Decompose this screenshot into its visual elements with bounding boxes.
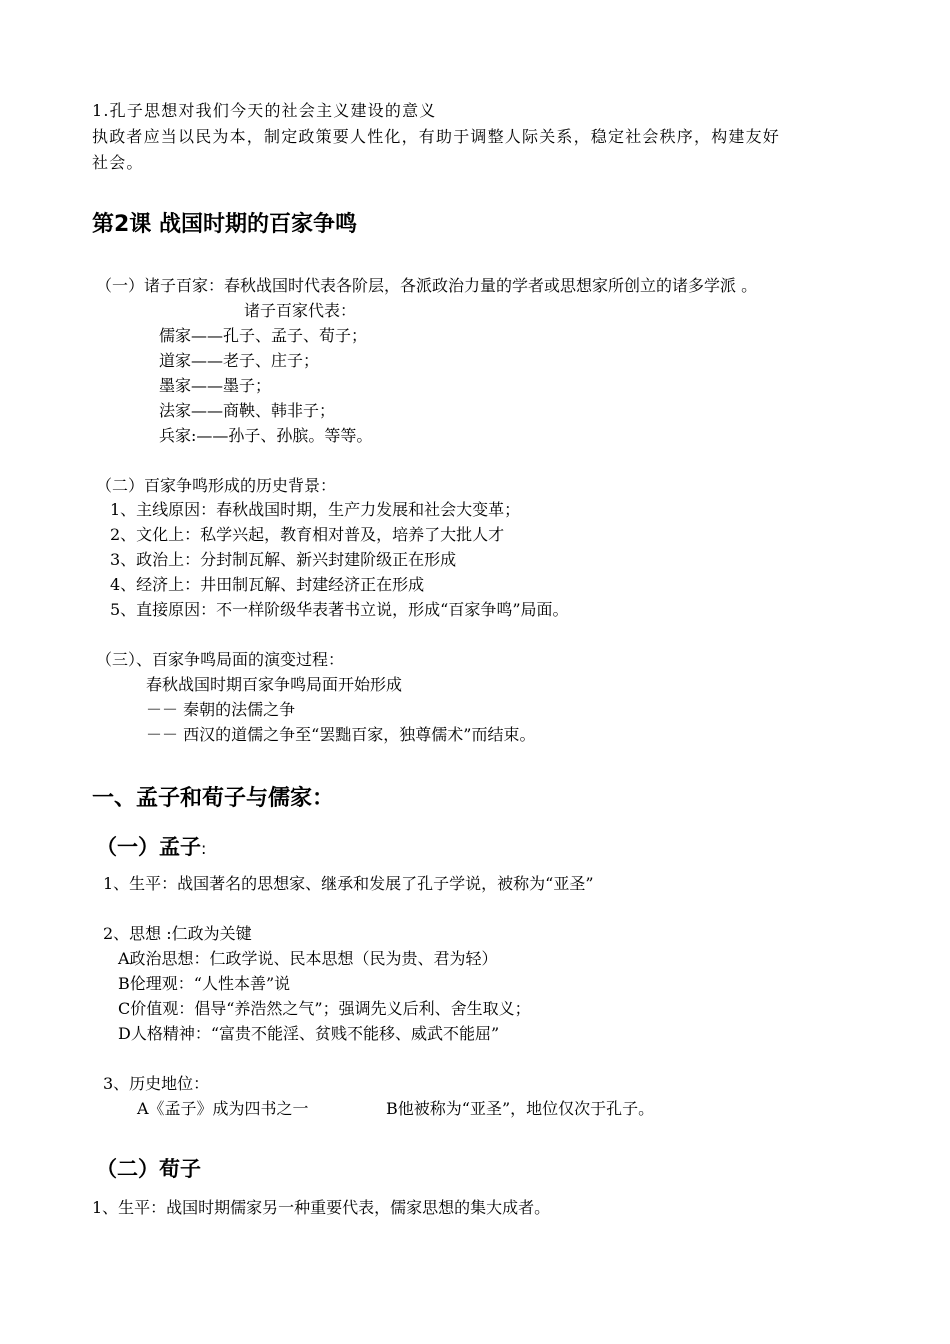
background-item-5: 5、直接原因：不一样阶级华表著书立说，形成“百家争鸣”局面。 xyxy=(110,600,569,619)
mencius-status-title: 3、历史地位： xyxy=(103,1074,210,1093)
mencius-title-text: （一）孟子 xyxy=(96,835,201,859)
evolution-line-1: 春秋战国时期百家争鸣局面开始形成 xyxy=(146,675,403,694)
intro-heading: 1.孔子思想对我们今天的社会主义建设的意义 xyxy=(92,101,437,120)
mencius-thought-character: D人格精神：“富贵不能淫、贫贱不能移、威武不能屈” xyxy=(118,1024,500,1043)
mencius-thought-politics: A政治思想：仁政学说、民本思想（民为贵、君为轻） xyxy=(118,949,498,968)
mencius-thought-ethics: B伦理观：“人性本善”说 xyxy=(118,974,291,993)
lesson-title: 第2课 战国时期的百家争鸣 xyxy=(92,212,357,237)
part1-title: 一、孟子和荀子与儒家： xyxy=(92,786,335,811)
background-item-4: 4、经济上：井田制瓦解、封建经济正在形成 xyxy=(110,575,425,594)
school-legalism: 法家——商鞅、韩非子； xyxy=(159,401,336,420)
section2-title: （二）百家争鸣形成的历史背景： xyxy=(96,476,337,495)
evolution-line-2: －－ 秦朝的法儒之争 xyxy=(146,700,296,719)
school-military: 兵家:——孙子、孙膑。等等。 xyxy=(159,426,373,445)
school-taoism: 道家——老子、庄子； xyxy=(159,351,320,370)
background-item-2: 2、文化上：私学兴起，教育相对普及，培养了大批人才 xyxy=(110,525,505,544)
mencius-title xyxy=(96,833,206,863)
section3-title: （三）、百家争鸣局面的演变过程： xyxy=(96,650,345,669)
representatives-title: 诸子百家代表： xyxy=(244,301,357,320)
mencius-life: 1、生平：战国著名的思想家、继承和发展了孔子学说，被称为“亚圣” xyxy=(103,874,594,893)
school-mohism: 墨家——墨子； xyxy=(159,376,272,395)
mencius-thought-values: C价值观：倡导“养浩然之气”；强调先义后利、舍生取义； xyxy=(118,999,531,1018)
mencius-title-colon: : xyxy=(201,839,207,858)
mencius-status-a: A《孟子》成为四书之一 xyxy=(137,1099,309,1118)
evolution-line-3: －－ 西汉的道儒之争至“罢黜百家，独尊儒术”而结束。 xyxy=(146,725,536,744)
intro-paragraph-line-2: 社会。 xyxy=(92,153,144,172)
section1-intro: （一）诸子百家：春秋战国时代表各阶层，各派政治力量的学者或思想家所创立的诸多学派 。 xyxy=(96,276,758,295)
xunzi-title: （二）荀子 xyxy=(96,1157,201,1181)
mencius-thought-title: 2、思想 :仁政为关键 xyxy=(103,924,252,943)
school-confucianism: 儒家——孔子、孟子、荀子； xyxy=(159,326,368,345)
background-item-1: 1、主线原因：春秋战国时期，生产力发展和社会大变革； xyxy=(110,500,521,519)
intro-paragraph-line-1: 执政者应当以民为本，制定政策要人性化，有助于调整人际关系，稳定社会秩序，构建友好 xyxy=(92,127,781,146)
background-item-3: 3、政治上：分封制瓦解、新兴封建阶级正在形成 xyxy=(110,550,457,569)
xunzi-life: 1、生平：战国时期儒家另一种重要代表，儒家思想的集大成者。 xyxy=(92,1198,551,1217)
mencius-status-b: B他被称为“亚圣”，地位仅次于孔子。 xyxy=(386,1099,655,1118)
